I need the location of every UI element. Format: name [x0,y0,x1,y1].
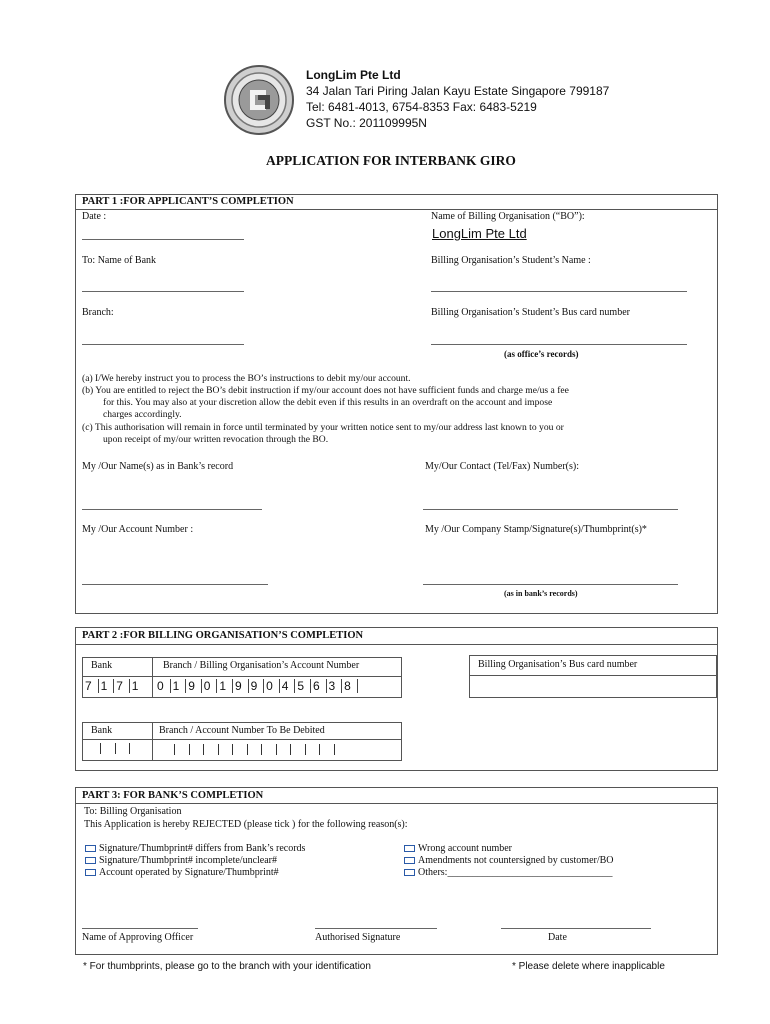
company-address: 34 Jalan Tari Piring Jalan Kayu Estate Singapore 799187 [306,84,610,98]
reason-wrong-account[interactable] [404,843,512,854]
part3-to-line: To: Billing Organisation [84,806,182,817]
company-name: LongLim Pte Ltd [306,68,401,82]
debit-bank-col-header: Bank [91,725,113,736]
part3-heading: PART 3: FOR BANK’S COMPLETION [82,790,264,801]
bank-date-label: Date [548,932,567,943]
checkbox[interactable] [404,845,415,852]
part3-rejected-line: This Application is hereby REJECTED (please tick ) for the following reason(s): [84,819,408,830]
clause-c-line2: upon receipt of my/our written revocation through the BO. [103,434,329,445]
company-logo [222,64,298,136]
bo-bank-code [85,679,144,693]
company-phone: Tel: 6481-4013, 6754-8353 Fax: 6483-5219 [306,100,537,114]
stamp-label: My /Our Company Stamp/Signature(s)/Thumbprint(s)* [425,524,647,535]
clause-b-line2: for this. You may also at your discretion allow the debit even if this results in an overdraft on the account and impose [103,397,553,408]
student-buscard-label: Billing Organisation’s Student’s Bus card number [431,307,630,318]
account-digit: 3 [328,679,336,693]
account-digit: 0 [203,679,211,693]
account-number-field[interactable] [82,584,268,585]
bo-buscard-field[interactable] [470,676,716,697]
reason-label: Wrong account number [418,843,513,854]
reason-signature-differs[interactable] [85,843,305,854]
footer-delete-note: * Please delete where inapplicable [512,961,665,972]
student-name-field[interactable] [431,291,687,292]
bank-digit: 7 [85,679,92,693]
account-number-label: My /Our Account Number : [82,524,194,535]
part2-heading: PART 2 :FOR BILLING ORGANISATION’S COMPLETION [82,630,364,641]
checkbox[interactable] [85,857,96,864]
bank-digit: 1 [131,679,139,693]
clause-b-line1: (b) You are entitled to reject the BO’s debit instruction if my/our account does not have sufficient funds and charge me/us a fee [82,385,569,396]
signature-label: Authorised Signature [315,932,401,943]
form-title: APPLICATION FOR INTERBANK GIRO [266,153,516,168]
date-field-bank[interactable] [501,928,651,929]
reason-label: Amendments not countersigned by customer/BO [418,855,614,866]
account-digit: 1 [219,679,227,693]
bo-buscard-label: Billing Organisation’s Bus card number [478,659,638,670]
bo-name-label: Name of Billing Organisation (“BO”): [431,211,585,222]
date-label: Date : [82,211,107,222]
account-digit: 0 [157,679,164,693]
account-digit: 9 [250,679,258,693]
branch-label: Branch: [82,307,114,318]
debit-branch-col-header: Branch / Account Number To Be Debited [159,725,325,736]
clause-c-line1: (c) This authorisation will remain in force until terminated by your written notice sent to my/our address last known to you or [82,422,564,433]
names-label: My /Our Name(s) as in Bank’s record [82,461,234,472]
checkbox[interactable] [404,869,415,876]
checkbox[interactable] [404,857,415,864]
footer-thumbprint-note: * For thumbprints, please go to the branch with your identification [83,961,371,972]
clause-b-line3: charges accordingly. [103,409,182,420]
checkbox[interactable] [85,869,96,876]
student-buscard-field[interactable] [431,344,687,345]
company-gst: GST No.: 201109995N [306,116,427,130]
branch-field[interactable] [82,344,244,345]
bo-bank-col-header: Bank [91,660,113,671]
bank-records-note: (as in bank’s records) [504,589,578,598]
account-digit: 9 [188,679,195,693]
office-records-note: (as office’s records) [504,349,579,359]
contact-field[interactable] [423,509,678,510]
account-digit: 0 [266,679,273,693]
bo-name-value: LongLim Pte Ltd [432,226,527,241]
reason-signature-incomplete[interactable] [85,855,277,866]
part1-heading: PART 1 :FOR APPLICANT’S COMPLETION [82,196,294,207]
debit-account-number-field[interactable] [174,744,348,755]
checkbox[interactable] [85,845,96,852]
signature-field[interactable] [315,928,437,929]
contact-label: My/Our Contact (Tel/Fax) Number(s): [425,461,579,472]
clause-a: (a) I/We hereby instruct you to process the BO’s instructions to debit my/our account. [82,373,411,384]
names-field[interactable] [82,509,262,510]
account-digit: 8 [344,679,351,693]
reason-others[interactable] [404,867,612,878]
debit-bank-code-field[interactable] [100,743,144,754]
reason-label: Others:_________________________________ [418,867,613,878]
bank-name-field[interactable] [82,291,244,292]
account-digit: 6 [312,679,320,693]
account-digit: 1 [172,679,180,693]
bank-digit: 1 [100,679,108,693]
reason-label: Account operated by Signature/Thumbprint# [99,867,279,878]
officer-label: Name of Approving Officer [82,932,194,943]
bo-account-number [157,679,358,693]
reason-account-operated[interactable] [85,867,279,878]
stamp-field[interactable] [423,584,678,585]
date-field[interactable] [82,239,244,240]
student-name-label: Billing Organisation’s Student’s Name : [431,255,591,266]
bo-branch-col-header: Branch / Billing Organisation’s Account Number [163,660,360,671]
account-digit: 4 [281,679,289,693]
bank-digit: 7 [116,679,123,693]
account-digit: 9 [234,679,242,693]
reason-amendments[interactable] [404,855,614,866]
account-digit: 5 [297,679,305,693]
bank-name-label: To: Name of Bank [82,255,157,266]
reason-label: Signature/Thumbprint# differs from Bank’s records [99,843,306,854]
reason-label: Signature/Thumbprint# incomplete/unclear# [99,855,278,866]
officer-field[interactable] [82,928,198,929]
